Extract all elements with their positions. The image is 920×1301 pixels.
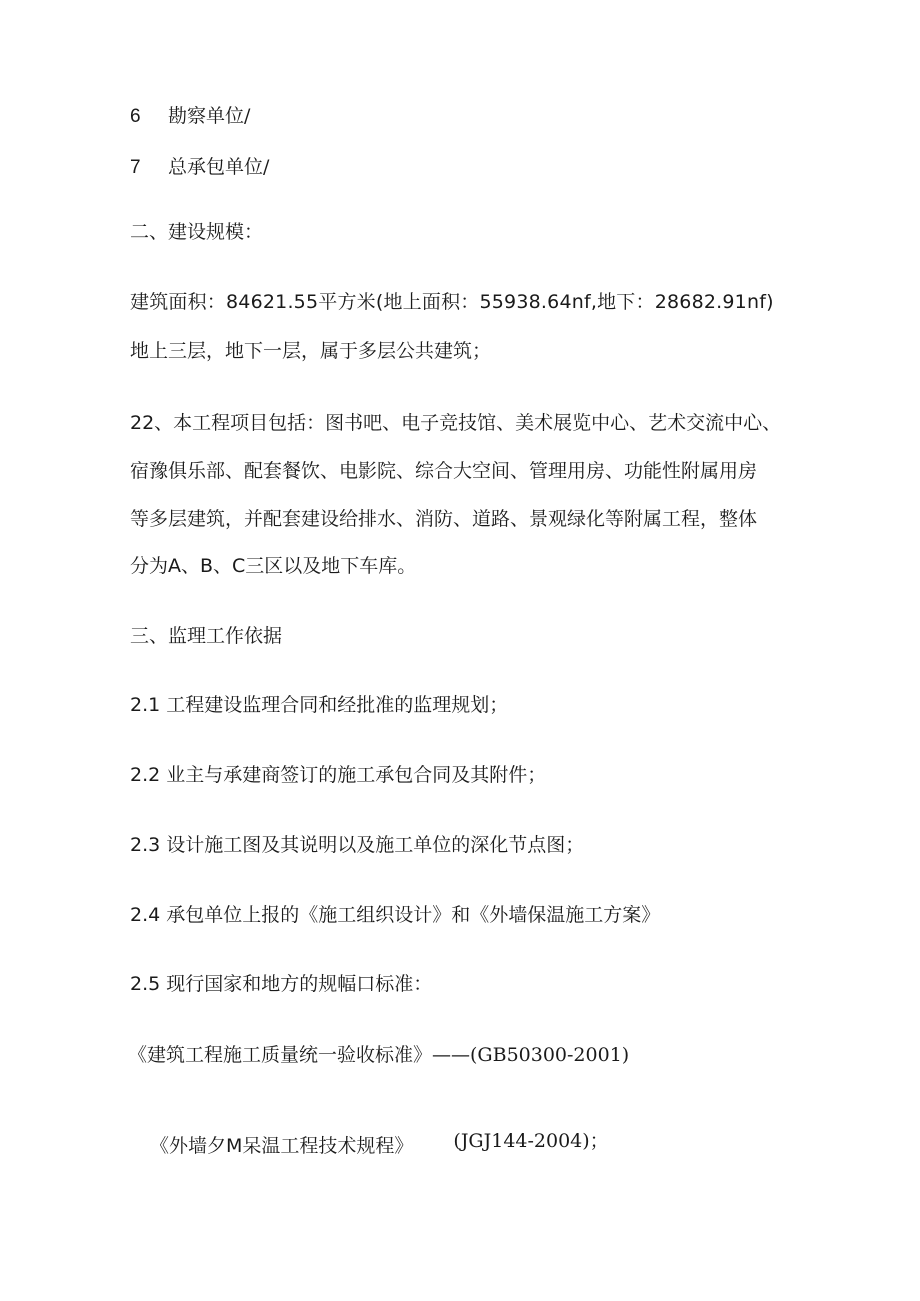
scope-line-3: 等多层建筑，并配套建设给排水、消防、道路、景观绿化等附属工程，整体 [130, 508, 758, 530]
basis-item-2-1: 2.1 工程建设监理合同和经批准的监理规划； [130, 694, 509, 716]
basis-item-2-2: 2.2 业主与承建商签订的施工承包合同及其附件； [130, 764, 547, 786]
scope-line-4: 分为A、B、C三区以及地下车库。 [130, 555, 417, 577]
standard-code: ——(GB50300-2001) [432, 1044, 630, 1066]
standard-code: (JGJ144-2004)； [453, 1130, 609, 1152]
basis-item-2-5: 2.5 现行国家和地方的规幅口标准： [130, 973, 433, 995]
scope-line-1: 22、本工程项目包括：图书吧、电子竞技馆、美术展览中心、艺术交流中心、 [130, 412, 782, 434]
item-text: 勘察单位/ [168, 105, 251, 127]
section3-heading: 三、监理工作依据 [130, 625, 283, 647]
standard-name: 《建筑工程施工质量统一验收标准》 [128, 1044, 433, 1066]
item-7 [130, 154, 269, 181]
standard-2 [150, 1130, 609, 1159]
area-line-1: 建筑面积：84621.55平方米(地上面积：55938.64nf,地下：28682.91nf) [130, 291, 774, 313]
item-number: 7 [130, 157, 141, 178]
basis-item-2-3: 2.3 设计施工图及其说明以及施工单位的深化节点图； [130, 834, 585, 856]
scope-line-2: 宿豫俱乐部、配套餐饮、电影院、综合大空间、管理用房、功能性附属用房 [130, 460, 758, 482]
item-number: 6 [130, 106, 141, 127]
standard-1 [128, 1042, 629, 1068]
item-text: 总承包单位/ [168, 156, 270, 178]
area-line-2: 地上三层，地下一层，属于多层公共建筑； [130, 340, 492, 362]
standard-name: 《外墙夕M呆温工程技术规程》 [150, 1135, 414, 1157]
item-6 [130, 103, 250, 130]
basis-item-2-4: 2.4 承包单位上报的《施工组织设计》和《外墙保温施工方案》 [130, 904, 661, 926]
section2-heading: 二、建设规模： [130, 221, 264, 243]
